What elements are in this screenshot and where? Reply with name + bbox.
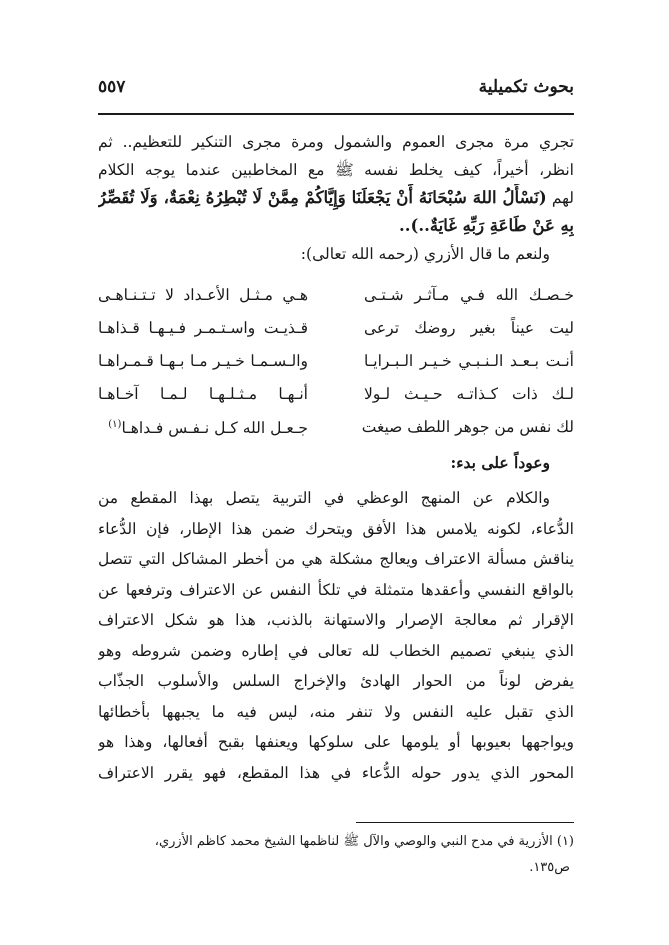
footnote	[98, 829, 574, 881]
poem-verse	[98, 410, 574, 443]
text-line: الذي ينبغي تصميم الخطاب لله تعالى في إطاره وضمن شروطه وهو	[98, 641, 574, 660]
paragraph-2	[98, 483, 574, 788]
hemistich-text: جـعـل الله كـل نـفـس فـداهـا	[121, 419, 308, 438]
text-line: والكلام عن المنهج الوعظي في التربية يتصل بهذا المقطع من	[98, 489, 550, 507]
verse-first-hemistich: ليت عيناً بغير روضك ترعى	[364, 318, 574, 337]
verse-second-hemistich: هـي مـثـل الأعـداد لا تـتـنـاهـى	[98, 285, 308, 304]
text-line: المحور الذي يدور حوله الدُّعاء في هذا المقطع، فهو يقرر الاعتراف	[98, 763, 574, 782]
footnote-line: (١) الأزرية في مدح النبي والوصي والآل ﷺ لناظمها الشيخ محمد كاظم الأزري،	[154, 834, 574, 849]
footnote-divider	[356, 822, 574, 823]
footnote-line: ص١٣٥.	[529, 860, 570, 875]
text-line: انظر، أخيراً، كيف يخلط نفسه ﷺ مع المخاطبين عندما يوجه الكلام	[98, 161, 574, 179]
text-line: يفرض لوناً من الحوار الهادئ والإخراج السلس والأسلوب الجذّاب	[98, 672, 574, 690]
quoted-supplication: (نَسْأَلُ اللهَ سُبْحَانَهُ أَنْ يَجْعَلَنَا وَإِيَّاكُمْ مِمَّنْ لَا تُبْطِرُهُ نِعْمَةٌ، وَلَا تُقَصِّرُ	[98, 188, 547, 207]
poem-verse	[98, 377, 574, 410]
poem-intro: ولنعم ما قال الأزري (رحمه الله تعالى):	[300, 245, 550, 263]
verse-second-hemistich: أنـهـا مـثـلـهـا لـمـا آخـاهـا	[98, 384, 308, 403]
text-fragment: لهم	[551, 189, 574, 207]
poem-verse	[98, 311, 574, 344]
text-line: يناقش مسألة الاعتراف ويعالج مشكلة هي من أخطر المشاكل التي تتصل	[98, 550, 574, 568]
resume-heading: وعوداً على بدء:	[450, 453, 550, 472]
paragraph-1	[98, 128, 574, 268]
footnote-marker: (١)	[108, 418, 122, 430]
text-line: الإقرار ثم معالجة الإصرار والاستهانة بالذنب، هذا هو شكل الاعتراف	[98, 611, 574, 629]
running-title: بحوث تكميلية	[478, 77, 574, 97]
text-line: ويواجهها بعيوبها أو يلومها على سلوكها ويعنفها بقبح أفعالها، وهذا هو	[98, 733, 574, 751]
verse-second-hemistich	[98, 411, 308, 442]
text-line	[98, 184, 574, 212]
verse-second-hemistich: والـسـمـا خـيـر مـا بـهـا قـمـراهـا	[98, 351, 308, 370]
verse-first-hemistich: لك نفس من جوهر اللطف صيغت	[361, 417, 574, 436]
verse-first-hemistich: أنـت بـعـد الـنـبـي خـيـر الـبـرايـا	[364, 351, 574, 370]
verse-first-hemistich: لـك ذات كـذاتـه حـيـث لـولا	[364, 384, 574, 403]
text-line: الذي تقبل عليه النفس ولا تنفر منه، ليس فيه ما يجبهها بأخطائها	[98, 702, 574, 721]
page-header	[98, 72, 574, 102]
header-divider	[98, 113, 574, 115]
text-line: تجري مرة مجرى العموم والشمول ومرة مجرى التنكير للتعظيم.. ثم	[98, 133, 574, 151]
poem	[98, 278, 574, 443]
quoted-supplication-end: بِهِ عَنْ طَاعَةِ رَبِّهِ غَايَةٌ..)..	[399, 216, 574, 235]
main-text	[98, 128, 574, 788]
verse-second-hemistich: قـذيـت واسـتـمـر فـيـهـا قـذاهـا	[98, 318, 308, 337]
text-line: الدُّعاء، لكونه يلامس هذا الأفق ويتحرك ضمن هذا الإطار، فإن الدُّعاء	[98, 519, 574, 538]
page-number: ٥٥٧	[98, 77, 126, 97]
verse-first-hemistich: خـصـك الله فـي مـآثـر شـتـى	[364, 285, 574, 304]
section-resume	[98, 449, 574, 477]
poem-verse	[98, 344, 574, 377]
text-line: بالواقع النفسي وأعقدها متمثلة في تلكأ النفس عن الاعتراف وترفعها عن	[98, 580, 574, 599]
poem-verse	[98, 278, 574, 311]
